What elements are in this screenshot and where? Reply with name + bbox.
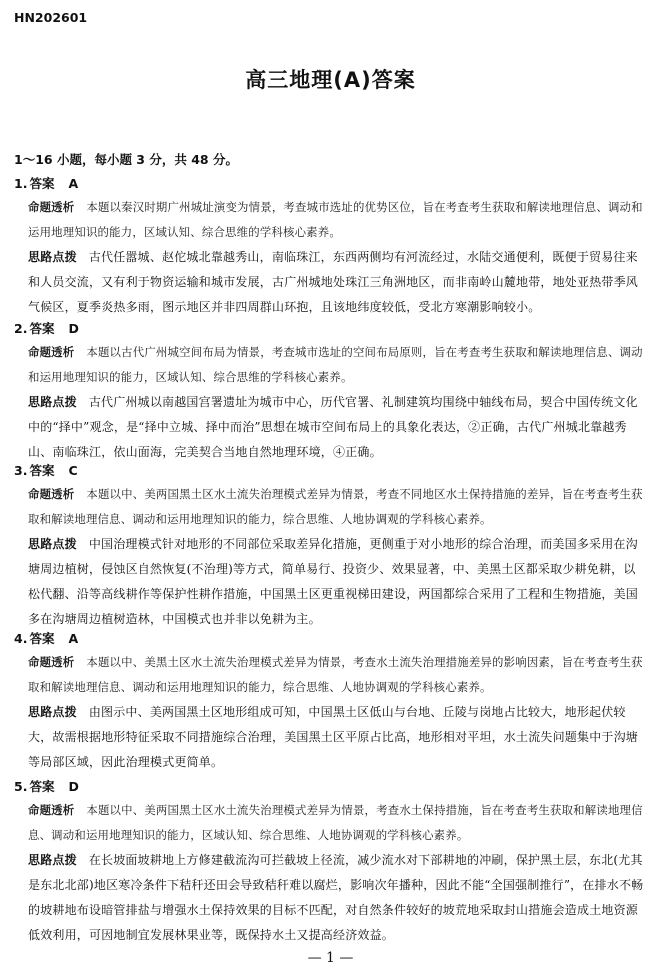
analysis-text: 本题以中、美黑土区水土流失治理模式差异为情景，考查水土流失治理措施差异的影响因素，旨在考查考生获取和解读地理信息、调动和运用地理知识的能力，综合思维、人地协调观的学科核心素养。: [28, 655, 643, 694]
answer-value: D: [68, 779, 79, 794]
idea-paragraph: [14, 245, 647, 320]
idea-paragraph: [14, 700, 647, 775]
idea-text: 古代广州城以南越国宫署遗址为城市中心，历代官署、礼制建筑均围绕中轴线布局，契合中国传统文化中的“择中”观念，是“择中立城、择中而治”思想在城市空间布局上的具象化表达，②正确，古代广州城北靠越秀山、南临珠江，依山面海，完美契合当地自然地理环境，④正确。: [28, 395, 638, 459]
section-intro: 1～16 小题，每小题 3 分，共 48 分。: [14, 152, 238, 167]
analysis-label: 命题透析: [28, 200, 75, 214]
answer-line: [14, 628, 647, 650]
question-number: 3.: [14, 463, 28, 478]
idea-label: 思路点拨: [28, 853, 77, 867]
answer-line: [14, 318, 647, 340]
idea-text: 古代任嚣城、赵佗城北靠越秀山，南临珠江，东西两侧均有河流经过，水陆交通便利，既便于贸易往来和人员交流，又有利于物资运输和城市发展，古广州城地处珠江三角洲地区，而非南岭山麓地带，地处亚热带季风气候区，夏季炎热多雨，图示地区并非四周群山环抱，且该地纬度较低，受北方寒潮影响较小。: [28, 250, 639, 314]
idea-text: 由图示中、美两国黑土区地形组成可知，中国黑土区低山与台地、丘陵与岗地占比较大，地形起伏较大，故需根据地形特征采取不同措施综合治理，美国黑土区平原占比高，地形相对平坦，水土流失问题集中于沟塘等局部区域，因此治理模式更简单。: [28, 705, 639, 769]
page-title: 高三地理(A)答案: [245, 68, 416, 92]
answer-label: 答案: [29, 176, 55, 191]
question-block-3: [14, 460, 647, 632]
idea-paragraph: [14, 532, 647, 632]
analysis-paragraph: [14, 798, 647, 848]
idea-label: 思路点拨: [28, 395, 77, 409]
answer-value: D: [68, 321, 79, 336]
analysis-paragraph: [14, 340, 647, 390]
analysis-label: 命题透析: [28, 345, 75, 359]
idea-label: 思路点拨: [28, 537, 77, 551]
answer-label: 答案: [29, 321, 55, 336]
answer-line: [14, 173, 647, 195]
question-block-5: [14, 776, 647, 948]
question-number: 2.: [14, 321, 28, 336]
answer-line: [14, 460, 647, 482]
analysis-paragraph: [14, 195, 647, 245]
question-number: 5.: [14, 779, 28, 794]
question-number: 1.: [14, 176, 28, 191]
analysis-text: 本题以中、美两国黑土区水土流失治理模式差异为情景，考查水土保持措施，旨在考查考生获取和解读地理信息、调动和运用地理知识的能力，区域认知、综合思维、人地协调观的学科核心素养。: [28, 803, 643, 842]
analysis-text: 本题以秦汉时期广州城址演变为情景，考查城市选址的优势区位，旨在考查考生获取和解读地理信息、调动和运用地理知识的能力，区域认知、综合思维的学科核心素养。: [28, 200, 643, 239]
analysis-label: 命题透析: [28, 487, 75, 501]
analysis-label: 命题透析: [28, 655, 75, 669]
answer-value: C: [68, 463, 78, 478]
question-block-1: [14, 173, 647, 320]
answer-label: 答案: [29, 631, 55, 646]
answer-value: A: [68, 176, 79, 191]
answer-label: 答案: [29, 463, 55, 478]
page-number: — 1 —: [307, 950, 354, 966]
idea-paragraph: [14, 390, 647, 465]
idea-text: 中国治理模式针对地形的不同部位采取差异化措施，更侧重于对小地形的综合治理，而美国多采用在沟塘周边植树，侵蚀区自然恢复(不治理)等方式，简单易行、投资少、效果显著，中、美黑土区都采取少耕免耕，以松代翻、沿等高线耕作等保护性耕作措施，中国黑土区更重视梯田建设，两国都综合采用了工程和生物措施，美国多在沟塘周边植树造林，中国模式也并非以免耕为主。: [28, 537, 639, 626]
question-number: 4.: [14, 631, 28, 646]
analysis-paragraph: [14, 482, 647, 532]
question-block-4: [14, 628, 647, 775]
answer-label: 答案: [29, 779, 55, 794]
idea-paragraph: [14, 848, 647, 948]
analysis-paragraph: [14, 650, 647, 700]
idea-label: 思路点拨: [28, 250, 77, 264]
question-block-2: [14, 318, 647, 465]
idea-text: 在长坡面坡耕地上方修建截流沟可拦截坡上径流，减少流水对下部耕地的冲刷，保护黑土层，东北(尤其是东北北部)地区寒冷条件下秸秆还田会导致秸秆难以腐烂，影响次年播种，因此不能“全国强制推行”，在排水不畅的坡耕地布设暗管排盐与增强水土保持效果的目标不匹配，对自然条件较好的坡荒地采取封山措施会造成土地资源低效利用，可因地制宜发展林果业等，既保持水土又提高经济效益。: [28, 853, 644, 942]
analysis-text: 本题以古代广州城空间布局为情景，考查城市选址的空间布局原则，旨在考查考生获取和解读地理信息、调动和运用地理知识的能力，区域认知、综合思维的学科核心素养。: [28, 345, 643, 384]
answer-value: A: [68, 631, 79, 646]
idea-label: 思路点拨: [28, 705, 77, 719]
analysis-label: 命题透析: [28, 803, 75, 817]
analysis-text: 本题以中、美两国黑土区水土流失治理模式差异为情景，考查不同地区水土保持措施的差异，旨在考查考生获取和解读地理信息、调动和运用地理知识的能力，综合思维、人地协调观的学科核心素养。: [28, 487, 643, 526]
document-code: HN202601: [14, 10, 88, 25]
answer-line: [14, 776, 647, 798]
